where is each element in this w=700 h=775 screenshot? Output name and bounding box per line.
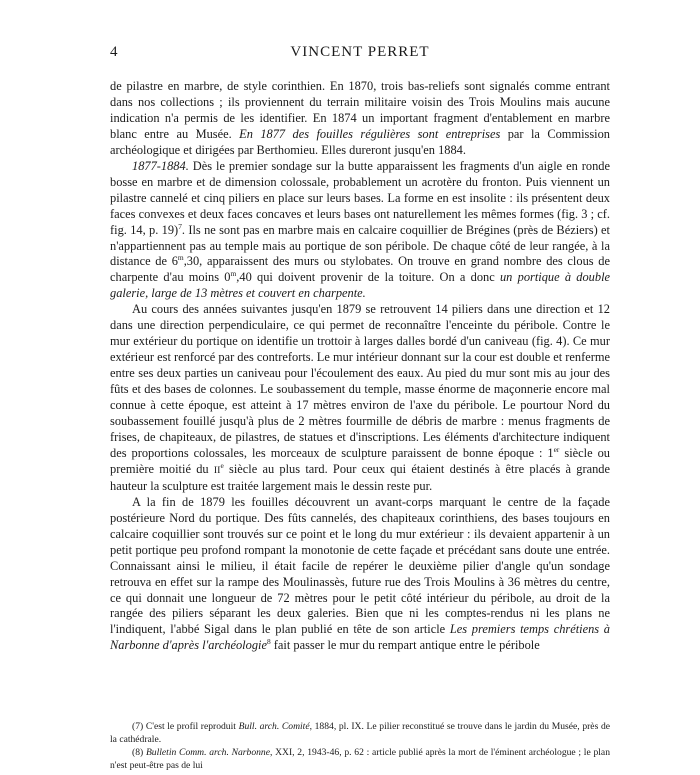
paragraph-2-segment: m xyxy=(230,269,237,279)
paragraph-4-segment: Les premiers temps chrétiens à Narbonne d'après l'archéologie xyxy=(110,622,611,653)
footnote-1-segment: , 1884, pl. IX. Le pilier reconstitué se trouve dans le jardin du Musée, près de la cathédrale. xyxy=(110,721,610,745)
footnote-2-segment: (8) xyxy=(132,747,146,758)
footnote-1-segment: (7) C'est le profil reproduit xyxy=(132,721,239,732)
paragraph-4-segment: A la fin de 1879 les fouilles découvrent un avant-corps marquant le centre de la façade postérieure Nord du portique. Des fûts cannelés, des chapiteaux corinthiens, des bases toujours en calcaire coquillier sont trouvés sur ce point et le long du mur extérieur : ils devaient appartenir à un petit portique peu profond rompant la monotonie de cette façade et précédant sans doute une entrée. Connaissant ainsi le milieu, il était facile de repérer le deuxième pilier d'angle qu'un sondage retrouva en effet sur la rampe des Moulinassès, future rue des Trois Moulins à 36 mètres du centre, ce qui donnait une longueur de 72 mètres pour le petit côté intérieur du péribole, au droit de la rangée des piliers séparant les deux galeries. Bien que ni les comptes-rendus ni les plans ne l'indiquent, l'abbé Sigal dans le plan publié en tête de son article xyxy=(110,494,610,637)
running-head: VINCENT PERRET xyxy=(290,44,430,60)
body-text xyxy=(110,79,610,654)
paragraph-3 xyxy=(110,302,610,494)
footnotes xyxy=(110,721,610,773)
paragraph-2-segment: Dès le premier sondage sur la butte apparaissent les fragments d'un aigle en ronde bosse en marbre et de dimension colossale, probablement un acrotère du fronton. Puis viennent un pilastre cannelé et cinq piliers en place sur leurs bases. La forme en est insolite : ils présentent deux faces convexes et deux faces concaves et leurs bases ont naturellement les mêmes formes (fig. 3 ; cf. fig. 14, p. 19) xyxy=(110,158,610,237)
paragraph-3-segment: e xyxy=(220,460,224,470)
footnote-1-segment: Bull. arch. Comité xyxy=(238,721,310,732)
paragraph-2-segment: 7 xyxy=(178,221,182,231)
paragraph-3-segment: siècle au plus tard. Pour ceux qui étaient destinés à être placés à grande hauteur la sculpture est traitée largement mais le dessin reste pur. xyxy=(110,461,611,493)
paragraph-4 xyxy=(110,495,610,655)
paragraph-1 xyxy=(110,79,610,159)
paragraph-3-segment: siècle ou première moitié du xyxy=(110,445,610,476)
paragraph-3-segment: Au cours des années suivantes jusqu'en 1879 se retrouvent 14 piliers dans une direction et 12 dans une direction perpendiculaire, ce qui permet de reconnaître l'enceinte du péribole. Contre le mur extérieur du portique on identifie un trottoir à larges dalles bordé d'un caniveau (fig. 4). Ce mur extérieur est renforcé par des contreforts. Le mur intérieur donnant sur la cour est double et renferme entre ses deux parties un caniveau pour l'écoulement des eaux. Au pied du mur sont mis au jour des fûts et des bases de colonnes. Le soubassement du temple, masse énorme de maçonnerie encore mal connue à cette époque, est atteint à 17 mètres environ de l'axe du péribole. Le pourtour Nord du soubassement fouillé jusqu'à plus de 2 mètres fourmille de débris de marbre : menus fragments de frises, de chapiteaux, de pilastres, de statues et d'inscriptions. Les éléments d'architecture indiquent des proportions colossales, les morceaux de sculpture paraissent de bonne époque : 1 xyxy=(110,302,610,460)
paragraph-2-segment: ,40 qui doivent provenir de la toiture. On a donc xyxy=(236,270,500,285)
paragraph-1-segment: par la Commission archéologique et dirigées par Berthomieu. Elles dureront jusqu'en 1884. xyxy=(110,126,610,157)
footnote-7 xyxy=(110,721,610,746)
paragraph-3-segment: II xyxy=(213,464,221,476)
paragraph-4-segment: 8 xyxy=(266,637,271,647)
footnote-2-segment: , XXI, 2, 1943-46, p. 62 : article publié après la mort de l'éminent archéologue ; le plan n'est peut-être pas de lui xyxy=(110,747,610,771)
page-number: 4 xyxy=(110,44,118,60)
paragraph-4-segment: fait passer le mur du rempart antique entre le péribole xyxy=(270,638,540,653)
footnote-2-segment: Bulletin Comm. arch. Narbonne xyxy=(145,747,270,758)
paragraph-2-segment: 1877-1884. xyxy=(132,158,189,173)
paragraph-2-segment: m xyxy=(177,253,184,263)
paragraph-2-segment: . Ils ne sont pas en marbre mais en calcaire coquillier de Brégines (près de Béziers) et n'appartiennent pas au temple mais au portique de son péribole. De chaque côté de leur rangée, à la distance de 6 xyxy=(110,222,610,269)
paragraph-2-segment: un portique à double galerie, large de 13 mètres et couvert en charpente. xyxy=(110,270,611,301)
paragraph-1-segment: En 1877 des fouilles régulières sont entreprises xyxy=(239,126,501,141)
paragraph-2-segment: ,30, apparaissent des murs ou stylobates. On trouve en grand nombre des clous de charpente d'au moins 0 xyxy=(110,254,610,285)
page-header xyxy=(110,44,610,64)
paragraph-1-segment: de pilastre en marbre, de style corinthien. En 1870, trois bas-reliefs sont signalés comme entrant dans nos collections ; ils proviennent du terrain militaire voisin des Trois Moulins mais aucune indication n'a permis de les identifier. En 1874 un important fragment d'entablement en marbre blanc entre au Musée. xyxy=(110,79,610,141)
footnote-8 xyxy=(110,747,610,772)
paragraph-3-segment: er xyxy=(553,444,560,454)
paragraph-2 xyxy=(110,159,610,303)
